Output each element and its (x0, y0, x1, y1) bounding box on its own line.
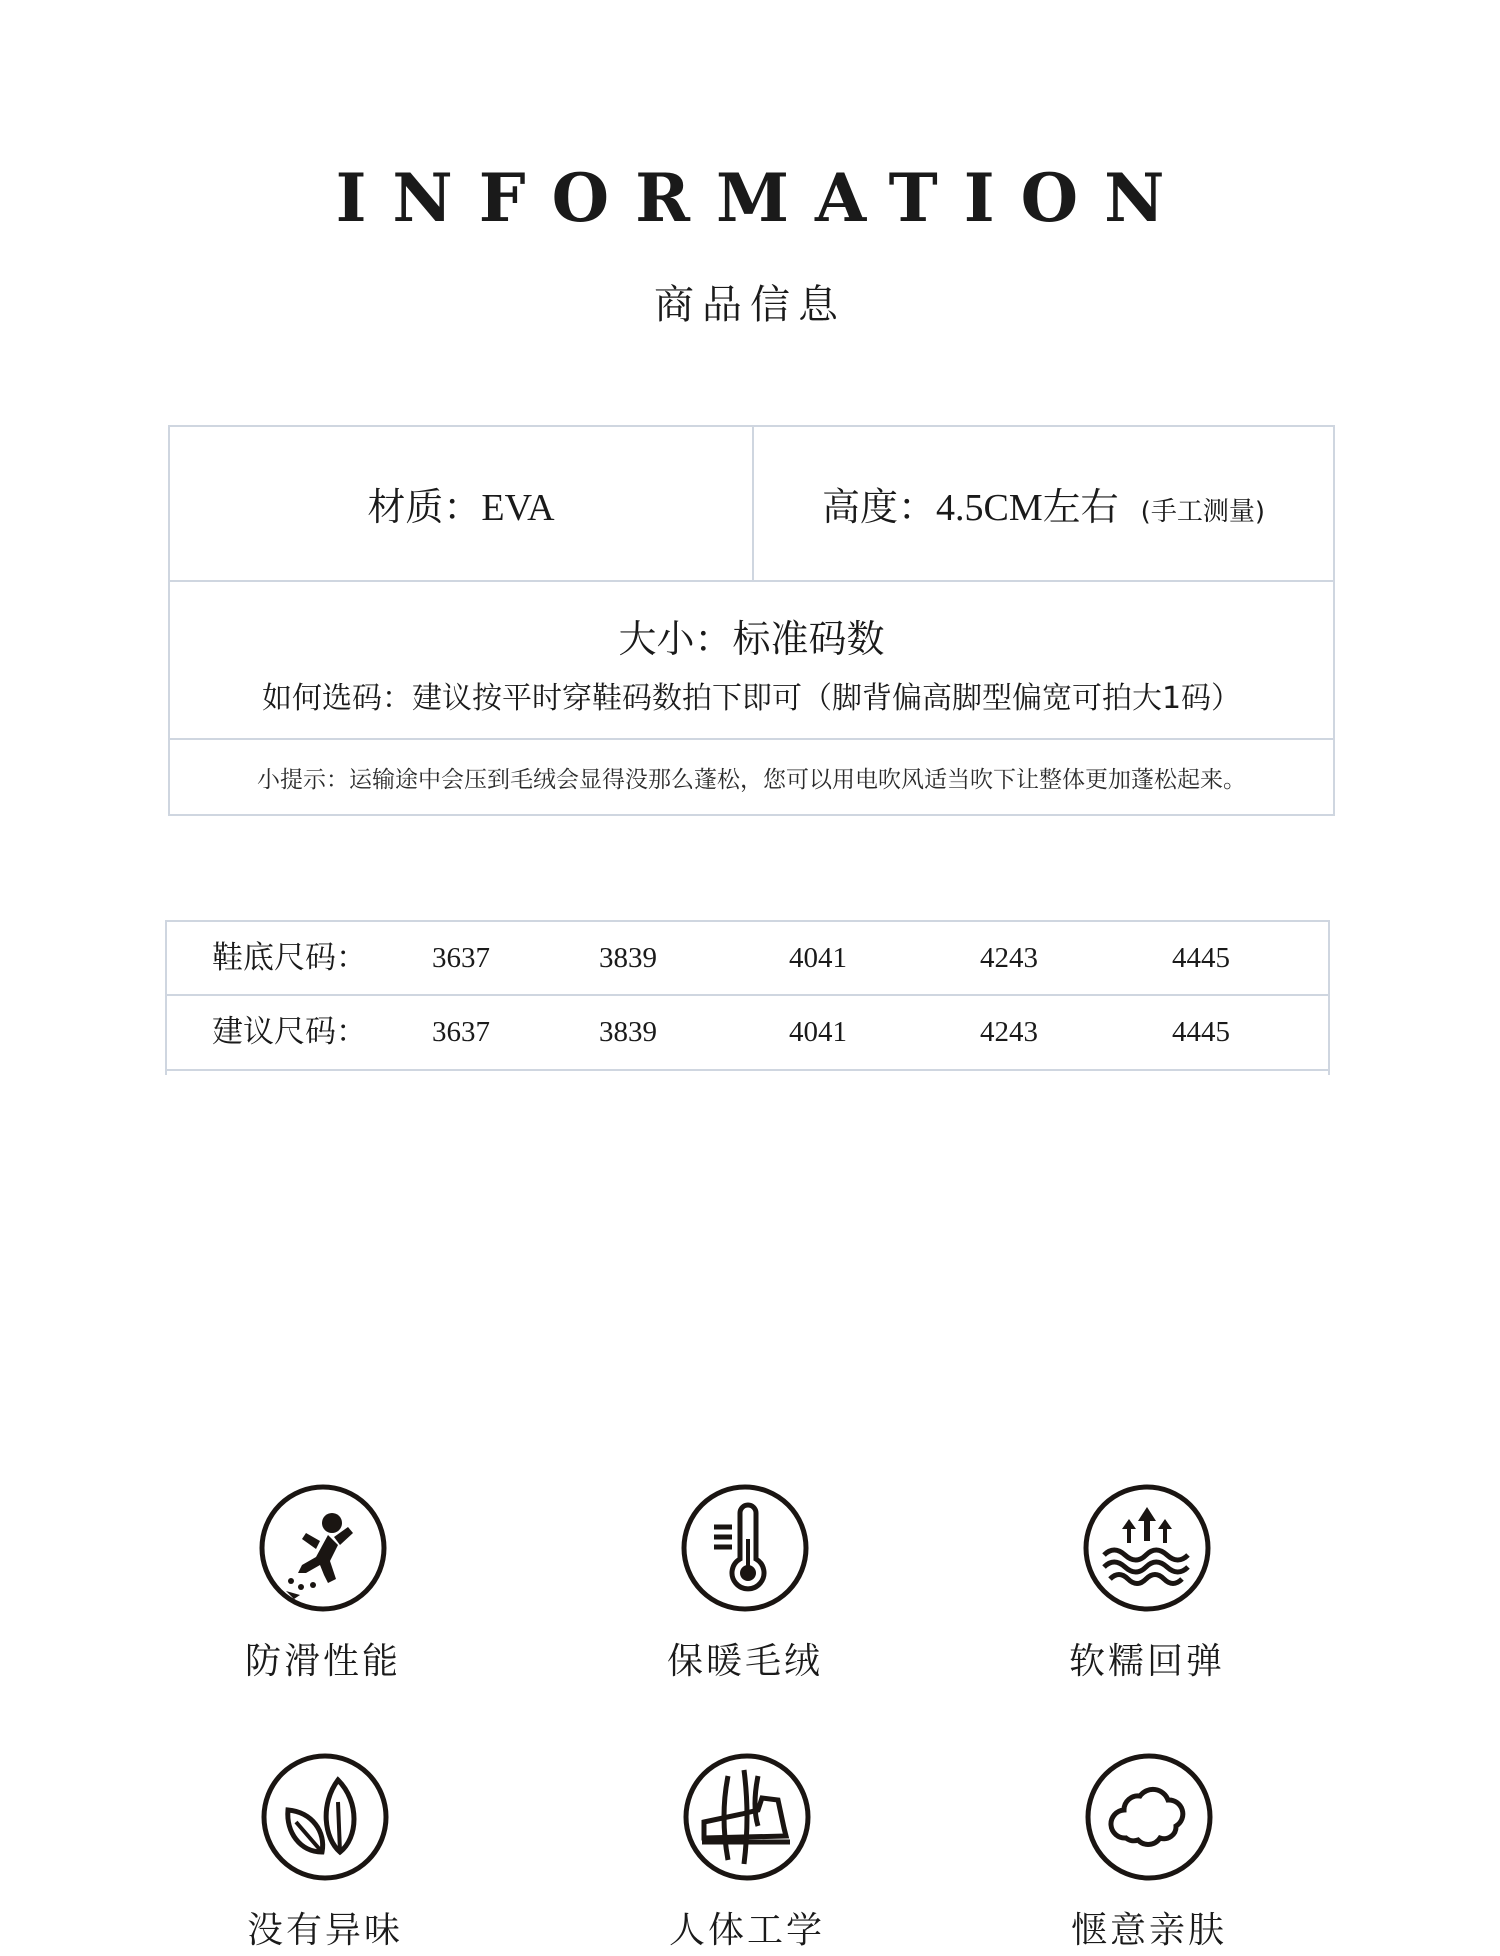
feature-item (173, 1483, 473, 1687)
feature-label: 保暖毛绒 (666, 1641, 823, 1682)
table-cell: 4041 (789, 942, 847, 974)
rebound-icon (1082, 1483, 1212, 1613)
table-cell: 3637 (432, 942, 490, 974)
feature-label: 惬意亲肤 (1070, 1910, 1227, 1951)
leaves-icon (260, 1752, 390, 1882)
product-info-box (168, 425, 1335, 816)
material-cell (170, 427, 752, 580)
feature-label: 人体工学 (668, 1910, 825, 1951)
material-text: 材质：EVA (367, 487, 555, 529)
feature-item (997, 1483, 1297, 1687)
divider (167, 1069, 1328, 1071)
table-cell: 4445 (1172, 942, 1230, 974)
size-table (165, 920, 1330, 1075)
table-cell: 3839 (599, 1016, 657, 1048)
table-row (167, 922, 1328, 994)
thermometer-icon (680, 1483, 810, 1613)
anti-slip-icon (258, 1483, 388, 1613)
table-cell: 4041 (789, 1016, 847, 1048)
table-cell: 3839 (599, 942, 657, 974)
tip-cell (170, 740, 1333, 814)
table-cell: 3637 (432, 1016, 490, 1048)
ergonomic-shoe-icon (682, 1752, 812, 1882)
row-label: 鞋底尺码： (212, 940, 367, 976)
divider (170, 580, 1333, 582)
table-row (167, 996, 1328, 1068)
feature-item (175, 1752, 475, 1956)
feature-item (597, 1752, 897, 1956)
height-note: (手工测量) (1140, 497, 1265, 527)
feature-label: 没有异味 (246, 1910, 403, 1951)
feature-label: 防滑性能 (244, 1641, 401, 1682)
table-cell: 4243 (980, 1016, 1038, 1048)
page-title: INFORMATION (335, 159, 1191, 237)
size-text: 大小：标准码数 (618, 616, 885, 661)
feature-item (595, 1483, 895, 1687)
size-advice-cell (170, 670, 1333, 720)
page-subtitle: 商品信息 (654, 282, 846, 328)
table-cell: 4243 (980, 942, 1038, 974)
height-text: 高度：4.5CM左右 (822, 487, 1119, 529)
tip-text: 小提示：运输途中会压到毛绒会显得没那么蓬松，您可以用电吹风适当吹下让整体更加蓬松起来。 (257, 766, 1246, 793)
feature-item (999, 1752, 1299, 1956)
row-label: 建议尺码： (212, 1014, 367, 1050)
feature-label: 软糯回弹 (1068, 1641, 1225, 1682)
size-cell (170, 607, 1333, 663)
height-cell (754, 427, 1333, 580)
table-cell: 4445 (1172, 1016, 1230, 1048)
cloud-icon (1084, 1752, 1214, 1882)
size-advice-text: 如何选码：建议按平时穿鞋码数拍下即可（脚背偏高脚型偏宽可拍大1码） (261, 681, 1242, 716)
